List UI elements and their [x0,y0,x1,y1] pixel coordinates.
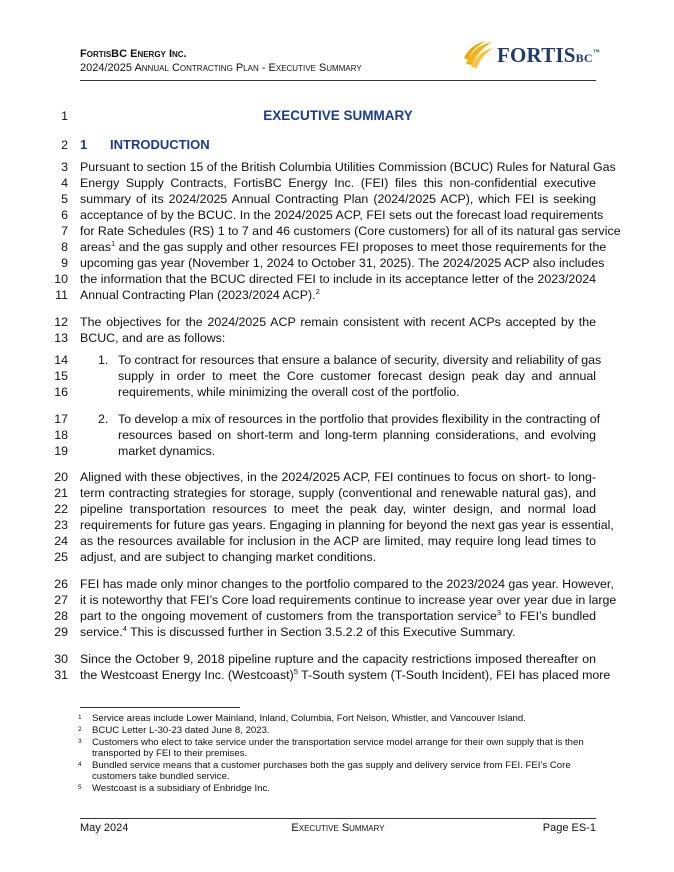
header-company: FortisBC Energy Inc. [80,48,187,60]
body-line: requirements for future gas years. Engaging in planning for beyond the next gas year is essential, [80,518,614,532]
list-item-line: supply in order to meet the Core customer forecast design peak day and annual [118,369,596,383]
body-line: Pursuant to section 15 of the British Columbia Utilities Commission (BCUC) Rules for Natural Gas [80,160,616,174]
body-line: it is noteworthy that FEI’s Core load requirements continue to increase year over year due in large [80,593,617,607]
line-number: 8 [61,240,68,254]
line-number: 18 [54,428,68,442]
line-number: 20 [54,470,68,484]
line-number: 24 [54,534,68,548]
list-item-line: requirements, while minimizing the overall cost of the portfolio. [118,385,460,399]
body-line: The objectives for the 2024/2025 ACP remain consistent with recent ACPs accepted by the [80,315,596,329]
footnote-number: 5 [78,784,82,791]
body-line: Annual Contracting Plan (2023/2024 ACP).$^2$ [80,287,320,302]
body-line: the information that the BCUC directed FEI to include in its acceptance letter of the 2023/2024 [80,272,596,286]
footnote-number: 2 [78,726,82,733]
footnote-text: Bundled service means that a customer purchases both the gas supply and delivery service from FEI. FEI’s Core [92,760,571,771]
body-line: part to the ongoing movement of customers from the transportation service$^3$ to FEI’s bundled [80,608,596,623]
line-number: 28 [54,609,68,623]
line-number: 4 [61,176,68,190]
body-line: service.$^4$ This is discussed further in Section 3.5.2.2 of this Executive Summary. [80,624,516,639]
line-number: 26 [54,577,68,591]
body-line: Aligned with these objectives, in the 2024/2025 ACP, FEI continues to focus on short- to long- [80,470,596,484]
logo-suffix: BC [575,51,593,65]
body-line: term contracting strategies for storage, supply (conventional and renewable natural gas), and [80,486,596,500]
line-number: 12 [54,315,68,329]
line-number: 31 [54,668,68,682]
body-line: FEI has made only minor changes to the portfolio compared to the 2023/2024 gas year. However, [80,577,614,591]
list-number: 2. [98,412,109,426]
footnote-number: 3 [78,738,82,745]
footnote-number: 4 [78,761,82,768]
body-line: acceptance of by the BCUC. In the 2024/2025 ACP, FEI sets out the forecast load requirements [80,208,604,222]
line-number: 10 [54,272,68,286]
section-heading-text: INTRODUCTION [110,137,210,152]
footer-page-number: Page ES-1 [542,822,596,834]
body-line: Energy Supply Contracts, FortisBC Energy Inc. (FEI) files this non-confidential executive [80,176,596,190]
line-number: 27 [54,593,68,607]
line-number: 3 [61,160,68,174]
body-line: BCUC, and are as follows: [80,331,226,345]
footer-date: May 2024 [80,822,129,834]
page-title: EXECUTIVE SUMMARY [263,108,413,123]
body-line: upcoming gas year (November 1, 2024 to October 31, 2025). The 2024/2025 ACP also includes [80,256,605,270]
footnote-ref: 1 [111,239,116,248]
line-number: 11 [55,288,68,302]
footnote-text: customers take bundled service. [92,771,230,782]
line-number: 14 [54,353,68,367]
line-number: 9 [61,256,68,270]
footnote-text: Customers who elect to take service under the transportation service model arrange for their own supply that is then [92,737,584,748]
footnote-ref: 3 [496,608,502,617]
footnote-ref: 4 [122,624,127,633]
footnote-number: 1 [78,714,82,721]
line-number: 2 [61,138,68,152]
footnote-ref: 5 [293,667,298,676]
body-line: adjust, and are subject to changing market conditions. [80,550,377,564]
body-line: as the resources available for inclusion in the ACP are limited, may require long lead times to [80,534,596,548]
header-rule [80,80,596,81]
line-number: 13 [54,331,68,345]
section-heading [80,137,596,153]
footer-rule [80,818,596,819]
line-number: 29 [54,625,68,639]
list-item-line: To contract for resources that ensure a balance of security, diversity and reliability of gas [118,353,602,367]
footnote-text: Westcoast is a subsidiary of Enbridge Inc. [92,783,270,794]
footnote-text: Service areas include Lower Mainland, Inland, Columbia, Fort Nelson, Whistler, and Vancouver Island. [92,713,526,724]
footnote-ref: 2 [315,287,320,296]
list-item-line: resources based on short-term and long-term planning considerations, and evolving [118,428,596,442]
section-number: 1 [80,137,88,152]
body-line: for Rate Schedules (RS) 1 to 7 and 46 customers (Core customers) for all of its natural gas service [80,224,621,238]
body-line: summary of its 2024/2025 Annual Contracting Plan (2024/2025 ACP), which FEI is seeking [80,192,596,206]
line-number: 25 [54,550,68,564]
body-line: Since the October 9, 2018 pipeline rupture and the capacity restrictions imposed thereafter on [80,652,596,666]
line-number: 21 [54,486,68,500]
body-line: pipeline transportation resources to meet the peak day, winter design, and normal load [80,502,596,516]
logo-wordmark: FORTISBC™ [497,43,600,67]
list-number: 1. [98,353,109,367]
logo-trademark: ™ [592,48,600,56]
line-number: 7 [61,224,68,238]
line-number: 22 [54,502,68,516]
line-number: 23 [54,518,68,532]
list-item-line: market dynamics. [118,444,216,458]
line-number: 5 [61,192,68,206]
header-document-title: 2024/2025 Annual Contracting Plan - Executive Summary [80,62,362,74]
line-number: 17 [54,412,68,426]
list-item-line: To develop a mix of resources in the portfolio that provides flexibility in the contracting of [118,412,601,426]
line-number: 30 [54,652,68,666]
footer-section: Executive Summary [291,822,385,834]
footnote-separator [80,707,240,708]
line-number: 16 [54,385,68,399]
body-line: areas$^1$ and the gas supply and other resources FEI proposes to meet those requirements for the [80,239,607,254]
line-number: 6 [61,208,68,222]
footnote-text: transported by FEI to their premises. [92,748,248,759]
line-number: 1 [61,109,68,123]
body-line: the Westcoast Energy Inc. (Westcoast)$^5$ T-South system (T-South Incident), FEI has placed more [80,667,611,682]
line-number: 19 [54,444,68,458]
footnote-text: BCUC Letter L-30-23 dated June 8, 2023. [92,725,270,736]
line-number: 15 [54,369,68,383]
flame-icon [462,38,496,72]
